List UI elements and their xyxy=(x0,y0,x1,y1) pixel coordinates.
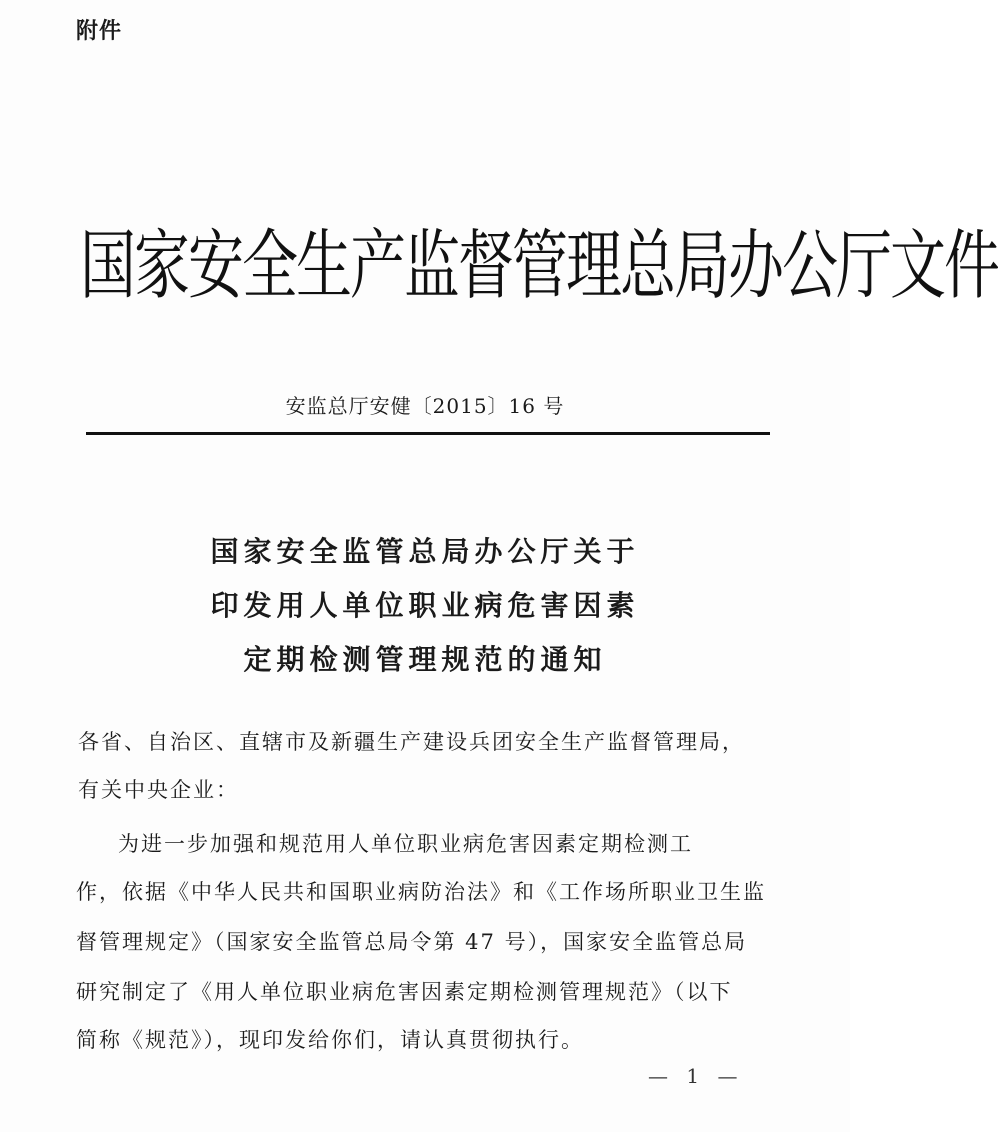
salutation-line-1: 各省、自治区、直辖市及新疆生产建设兵团安全生产监督管理局， xyxy=(78,730,745,754)
paragraph-line-2: 作，依据《中华人民共和国职业病防治法》和《工作场所职业卫生监 xyxy=(76,880,766,904)
paragraph-line-4: 研究制定了《用人单位职业病危害因素定期检测管理规范》（以下 xyxy=(76,980,733,1004)
page-number: — 1 — xyxy=(648,1064,744,1088)
paragraph-line-1: 为进一步加强和规范用人单位职业病危害因素定期检测工 xyxy=(118,832,693,856)
document-number: 安监总厅安健〔2015〕16 号 xyxy=(285,394,565,418)
notice-title-line-3: 定期检测管理规范的通知 xyxy=(243,643,607,676)
header-divider xyxy=(86,432,770,435)
notice-title-line-2: 印发用人单位职业病危害因素 xyxy=(210,589,640,622)
paragraph-line-5: 简称《规范》），现印发给你们，请认真贯彻执行。 xyxy=(76,1028,584,1052)
notice-title-line-1: 国家安全监管总局办公厅关于 xyxy=(210,535,640,568)
document-header-title: 国家安全生产监督管理总局办公厅文件 xyxy=(80,222,998,311)
attachment-label: 附件 xyxy=(76,19,123,44)
salutation-line-2: 有关中央企业： xyxy=(78,778,239,802)
paragraph-line-3: 督管理规定》（国家安全监管总局令第 47 号），国家安全监管总局 xyxy=(76,930,748,954)
